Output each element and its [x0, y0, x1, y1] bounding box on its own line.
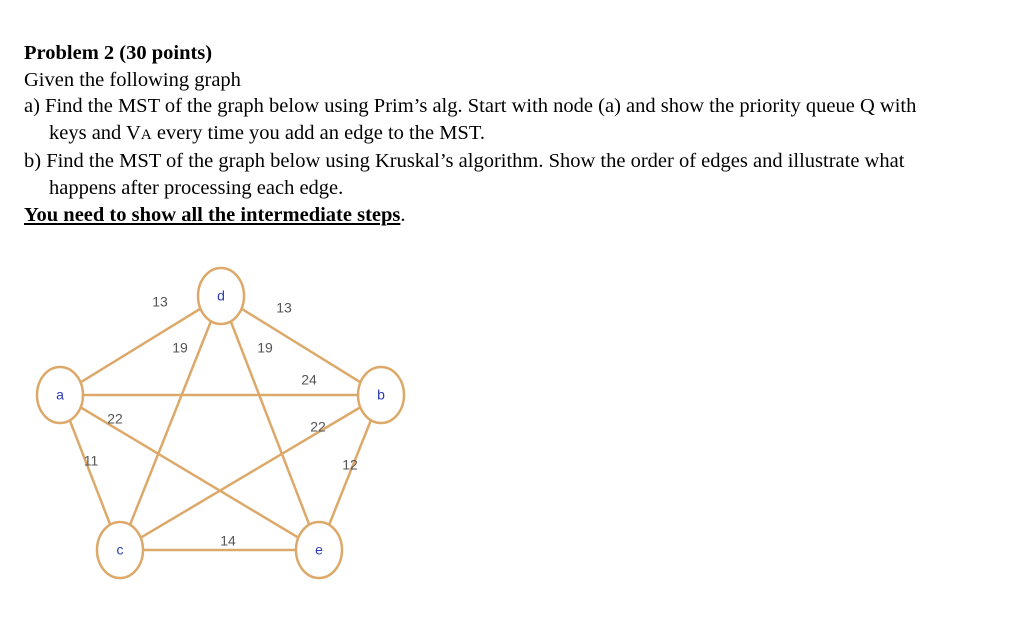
edge-d-e [221, 296, 319, 550]
node-label-c: c [116, 541, 124, 558]
part-a-line2-sub: A [140, 126, 152, 143]
part-a-line1: a) Find the MST of the graph below using Prim’s alg. Start with node (a) and show the priority queue Q with [24, 95, 917, 118]
edge-c-d [120, 293, 221, 550]
problem-intro: Given the following graph [24, 68, 241, 91]
edge-weight-a-d: 13 [152, 293, 168, 310]
part-a-line2-post: every time you add an edge to the MST. [151, 121, 485, 144]
part-b-line2: happens after processing each edge. [49, 176, 344, 199]
node-label-e: e [315, 541, 323, 558]
node-label-a: a [56, 386, 64, 403]
graph-nodes [37, 268, 404, 578]
edge-weight-a-c: 11 [83, 452, 99, 469]
node-label-b: b [377, 386, 385, 403]
note-period: . [400, 203, 406, 226]
graph-weights [84, 294, 358, 549]
note-text: You need to show all the intermediate steps [24, 203, 401, 226]
edge-a-d [60, 293, 221, 395]
part-a-line2-pre: keys and V [49, 121, 141, 144]
edge-weight-d-e: 19 [257, 339, 273, 356]
edge-weight-a-b: 24 [301, 371, 317, 388]
part-b-line1: b) Find the MST of the graph below using Kruskal’s algorithm. Show the order of edges and illustrate what [24, 150, 905, 173]
edge-weight-b-e: 12 [342, 456, 358, 473]
edge-weight-a-e: 22 [107, 410, 123, 427]
edge-weight-c-e: 14 [220, 532, 236, 549]
edge-weight-c-b: 22 [310, 418, 326, 435]
edge-weight-d-b: 13 [276, 299, 292, 316]
problem-title: Problem 2 (30 points) [24, 42, 213, 64]
edge-a-e [60, 395, 319, 550]
edge-weight-c-d: 19 [172, 339, 188, 356]
node-label-d: d [217, 287, 225, 304]
